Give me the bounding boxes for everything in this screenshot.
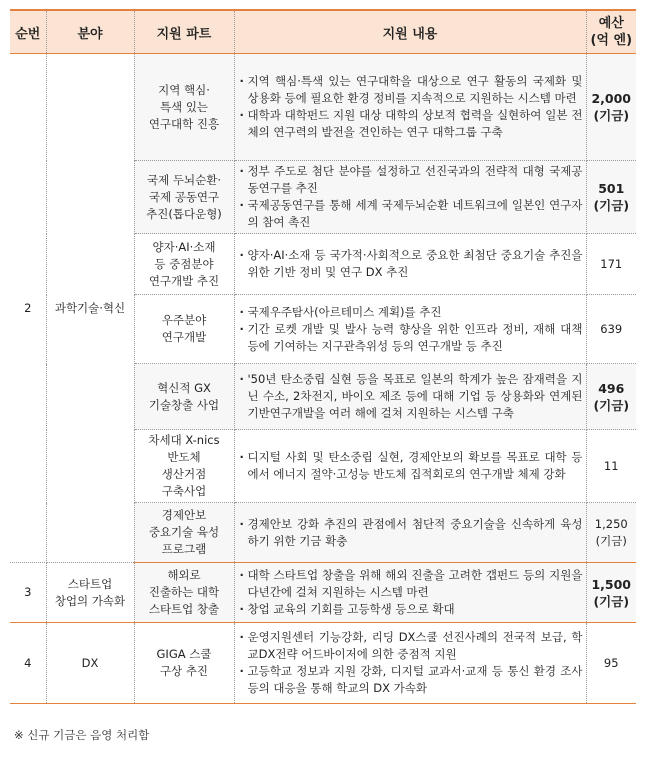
budget-amount xyxy=(586,364,636,430)
content-bullet: · 창업 교육의 기회를 고등학생 등으로 확대 xyxy=(238,601,583,618)
content-bullet-list xyxy=(238,567,583,618)
content-bullet: · 디지털 사회 및 탄소중립 실현, 경제안보의 확보를 목표로 대학 등에서 에너지 절약·고성능 반도체 집적회로의 연구개발 체제 강화 xyxy=(238,449,583,483)
support-content xyxy=(234,54,586,161)
budget-amount xyxy=(586,295,636,364)
support-part: 국제 두뇌순환· 국제 공동연구 추진(톱다운형) xyxy=(134,161,234,234)
header-budget-line1: 예산 xyxy=(598,16,624,31)
content-bullet: · 국제우주탐사(아르테미스 계획)를 추진 xyxy=(238,304,583,321)
budget-value: 496 (기금) xyxy=(593,380,630,413)
group-number: 2 xyxy=(10,54,46,563)
support-content xyxy=(234,364,586,430)
budget-value: 1,250 (기금) xyxy=(594,516,628,548)
support-content xyxy=(234,430,586,503)
content-bullet: · 양자·AI·소재 등 국가적·사회적으로 중요한 최첨단 중요기술 추진을 위한 기반 정비 및 연구 DX 추진 xyxy=(238,247,583,281)
budget-value: 639 xyxy=(600,321,623,336)
budget-value: 1,500 (기금) xyxy=(591,576,632,609)
footnote: ※ 신규 기금은 음영 처리함 xyxy=(14,728,150,742)
support-part: 우주분야 연구개발 xyxy=(134,295,234,364)
support-budget-table xyxy=(10,9,636,704)
support-part: GIGA 스쿨 구상 추진 xyxy=(134,623,234,704)
budget-value: 11 xyxy=(603,458,619,473)
table-header-row xyxy=(10,10,636,54)
budget-value: 501 (기금) xyxy=(593,181,630,213)
content-bullet: · 고등학교 정보과 지원 강화, 디지털 교과서·교재 등 통신 환경 조사 등의 대응을 통해 학교의 DX 가속화 xyxy=(238,663,583,697)
support-content xyxy=(234,161,586,234)
content-bullet: · 기간 로켓 개발 및 발사 능력 향상을 위한 인프라 정비, 재해 대책 등에 기여하는 지구관측위성 등의 연구개발 등 추진 xyxy=(238,321,583,355)
group-field: 스타트업 창업의 가속화 xyxy=(46,563,134,623)
budget-amount xyxy=(586,161,636,234)
content-bullet: · 경제안보 강화 추진의 관점에서 첨단적 중요기술을 신속하게 육성하기 위한 기금 확충 xyxy=(238,516,583,550)
support-part: 지역 핵심· 특색 있는 연구대학 진흥 xyxy=(134,54,234,161)
budget-value: 171 xyxy=(600,256,623,271)
support-part: 경제안보 중요기술 육성 프로그램 xyxy=(134,503,234,563)
table-row xyxy=(10,623,636,704)
table-body xyxy=(10,54,636,704)
header-part: 지원 파트 xyxy=(134,10,234,54)
table-row xyxy=(10,563,636,623)
content-bullet: · 정부 주도로 첨단 분야를 설정하고 선진국과의 전략적 대형 국제공동연구를 추진 xyxy=(238,163,583,197)
group-field: DX xyxy=(46,623,134,704)
budget-value: 2,000 (기금) xyxy=(591,91,632,123)
header-content: 지원 내용 xyxy=(234,10,586,54)
support-part: 양자·AI·소재 등 중점분야 연구개발 추진 xyxy=(134,234,234,295)
content-bullet: · 운영지원센터 기능강화, 리딩 DX스쿨 선진사례의 전국적 보급, 학교DX전략 어드바이저에 의한 중점적 지원 xyxy=(238,629,583,663)
support-part: 차세대 X-nics 반도체 생산거점 구축사업 xyxy=(134,430,234,503)
group-number: 4 xyxy=(10,623,46,704)
support-part: 혁신적 GX 기술창출 사업 xyxy=(134,364,234,430)
budget-amount xyxy=(586,623,636,704)
content-bullet: · '50년 탄소중립 실현 등을 목표로 일본의 학계가 높은 잠재력을 지닌 수소, 2차전지, 바이오 제조 등에 대해 기업 등 상용화와 연계된 기반연구개발을 여러 해에 걸쳐 지원하는 시스템 구축 xyxy=(238,371,583,422)
header-budget-line2: (억 엔) xyxy=(590,33,633,48)
content-bullet: · 대학과 대학펀드 지원 대상 대학의 상보적 협력을 실현하여 일본 전체의 연구력의 발전을 견인하는 연구 대학그룹 구축 xyxy=(238,107,583,141)
content-bullet-list xyxy=(238,304,583,355)
support-content xyxy=(234,503,586,563)
group-field: 과학기술·혁신 xyxy=(46,54,134,563)
content-bullet-list xyxy=(238,73,583,141)
content-bullet-list xyxy=(238,163,583,231)
content-bullet-list xyxy=(238,629,583,697)
content-bullet-list xyxy=(238,247,583,281)
header-num: 순번 xyxy=(10,10,46,54)
header-budget xyxy=(586,10,636,54)
support-content xyxy=(234,563,586,623)
content-bullet: · 지역 핵심·특색 있는 연구대학을 대상으로 연구 활동의 국제화 및 상용화 등에 필요한 환경 정비를 지속적으로 지원하는 시스템 마련 xyxy=(238,73,583,107)
budget-amount xyxy=(586,563,636,623)
content-bullet: · 대학 스타트업 창출을 위해 해외 진출을 고려한 갭펀드 등의 지원을 다년간에 걸쳐 지원하는 시스템 마련 xyxy=(238,567,583,601)
content-bullet-list xyxy=(238,371,583,422)
support-content xyxy=(234,623,586,704)
support-content xyxy=(234,234,586,295)
table-row xyxy=(10,54,636,161)
budget-amount xyxy=(586,430,636,503)
budget-amount xyxy=(586,503,636,563)
support-content xyxy=(234,295,586,364)
support-part: 해외로 진출하는 대학 스타트업 창출 xyxy=(134,563,234,623)
content-bullet: · 국제공동연구를 통해 세계 국제두뇌순환 네트워크에 일본인 연구자의 참여 촉진 xyxy=(238,197,583,231)
content-bullet-list xyxy=(238,449,583,483)
content-bullet-list xyxy=(238,516,583,550)
budget-amount xyxy=(586,234,636,295)
budget-amount xyxy=(586,54,636,161)
group-number: 3 xyxy=(10,563,46,623)
header-field: 분야 xyxy=(46,10,134,54)
budget-value: 95 xyxy=(603,655,619,670)
